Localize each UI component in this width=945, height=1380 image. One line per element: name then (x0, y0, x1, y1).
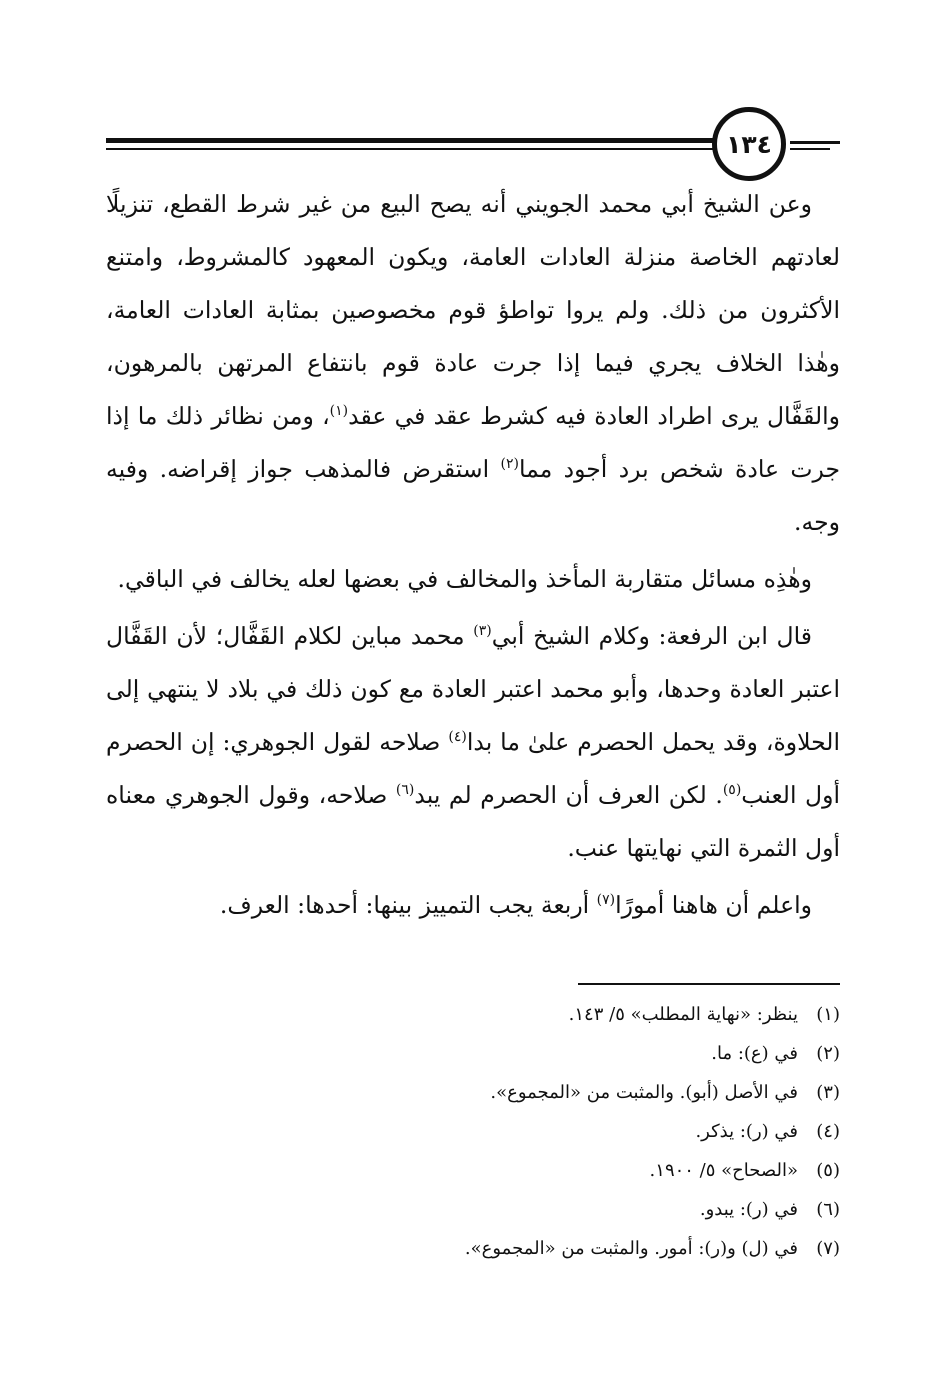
footnote-text: في (ر): يبدو. (699, 1199, 798, 1220)
footnote-text: في (ر): يذكر. (695, 1121, 798, 1142)
paragraph-text: ، ومن نظائر ذلك ما إذا جرت عادة شخص برد أجود مما (106, 402, 841, 483)
footnote-item (106, 1229, 840, 1268)
footnote-marker: (٢) (500, 456, 519, 473)
paragraph (106, 610, 840, 875)
footnote-text: في الأصل (أبو). والمثبت من «المجموع». (490, 1082, 798, 1103)
paragraph-text: قال ابن الرفعة: وكلام الشيخ أبي (491, 622, 812, 650)
paragraph-text: أربعة يجب التمييز بينها: أحدها: العرف. (219, 891, 597, 919)
footnote-number: (٥) (816, 1160, 840, 1181)
footnote-text: «الصحاح» ٥/ ١٩٠٠. (649, 1160, 798, 1181)
footnote-item (106, 1073, 840, 1112)
footnote-number: (٤) (816, 1121, 840, 1142)
footnote-item (106, 1034, 840, 1073)
footnote-number: (١) (816, 1004, 840, 1025)
footnote-number: (٣) (816, 1082, 840, 1103)
paragraph-text: واعلم أن هاهنا أمورًا (615, 891, 812, 919)
paragraph (106, 553, 840, 606)
header-rule-thin (106, 148, 720, 150)
paragraph (106, 178, 840, 549)
footnote-text: ينظر: «نهاية المطلب» ٥/ ١٤٣. (568, 1004, 798, 1025)
footnotes (106, 995, 840, 1268)
paragraph-text: وعن الشيخ أبي محمد الجويني أنه يصح البيع من غير شرط القطع، تنزيلًا لعادتهم الخاصة منزلة العادات العامة، ويكون المعهود كالمشروط، وامتنع الأكثرون من ذلك. ولم يروا تواطؤ قوم مخصوصين بمثابة العادات العامة، وهٰذا الخلاف يجري فيما إذا جرت عادة قوم بانتفاع المرتهن بالمرهون، والقَفَّال يرى اطراد العادة فيه كشرط عقد في عقد (106, 190, 840, 430)
footnote-number: (٢) (816, 1043, 840, 1064)
footnote-marker: (٣) (473, 623, 492, 640)
footnote-marker: (٦) (395, 782, 415, 799)
paragraph-text: صلاحه لقول الجوهري: إن الحصرم أول العنب (106, 728, 840, 809)
footnote-marker: (٥) (722, 782, 742, 799)
paragraph-text: وهٰذِه مسائل متقاربة المأخذ والمخالف في بعضها لعله يخالف في الباقي. (117, 565, 812, 593)
footnote-separator (578, 983, 840, 985)
footnote-marker: (٧) (596, 892, 616, 909)
paragraph (106, 879, 840, 932)
footnote-marker: (٤) (448, 729, 467, 746)
footnote-item (106, 1112, 840, 1151)
paragraph-text: صلاحه، وقول الجوهري معناه أول الثمرة التي نهايتها عنب. (106, 781, 840, 862)
footnote-text: في (ل) و(ر): أمور. والمثبت من «المجموع». (464, 1238, 798, 1259)
paragraph-text: محمد مباين لكلام القَفَّال؛ لأن القَفَّال اعتبر العادة وحدها، وأبو محمد اعتبر العادة مع كون ذلك في بلاد لا ينتهي إلى الحلاوة، وقد يحمل الحصرم علىٰ ما بدا (106, 622, 840, 756)
page-header (0, 0, 945, 170)
header-rule-right (790, 141, 840, 144)
paragraph-text: استقرض فالمذهب جواز إقراضه. وفيه وجه. (106, 455, 840, 536)
paragraph-text: . لكن العرف أن الحصرم لم يبد (414, 781, 723, 809)
footnote-item (106, 1151, 840, 1190)
footnote-item (106, 995, 840, 1034)
header-rule-right-thin (790, 148, 830, 150)
footnote-number: (٦) (816, 1199, 840, 1220)
footnote-marker: (١) (329, 403, 349, 420)
page-number: ١٣٤ (712, 107, 786, 181)
footnote-number: (٧) (816, 1238, 840, 1259)
footnote-item (106, 1190, 840, 1229)
header-rule-thick (106, 138, 720, 143)
footnote-text: في (ع): ما. (711, 1043, 798, 1064)
main-text (106, 178, 840, 932)
